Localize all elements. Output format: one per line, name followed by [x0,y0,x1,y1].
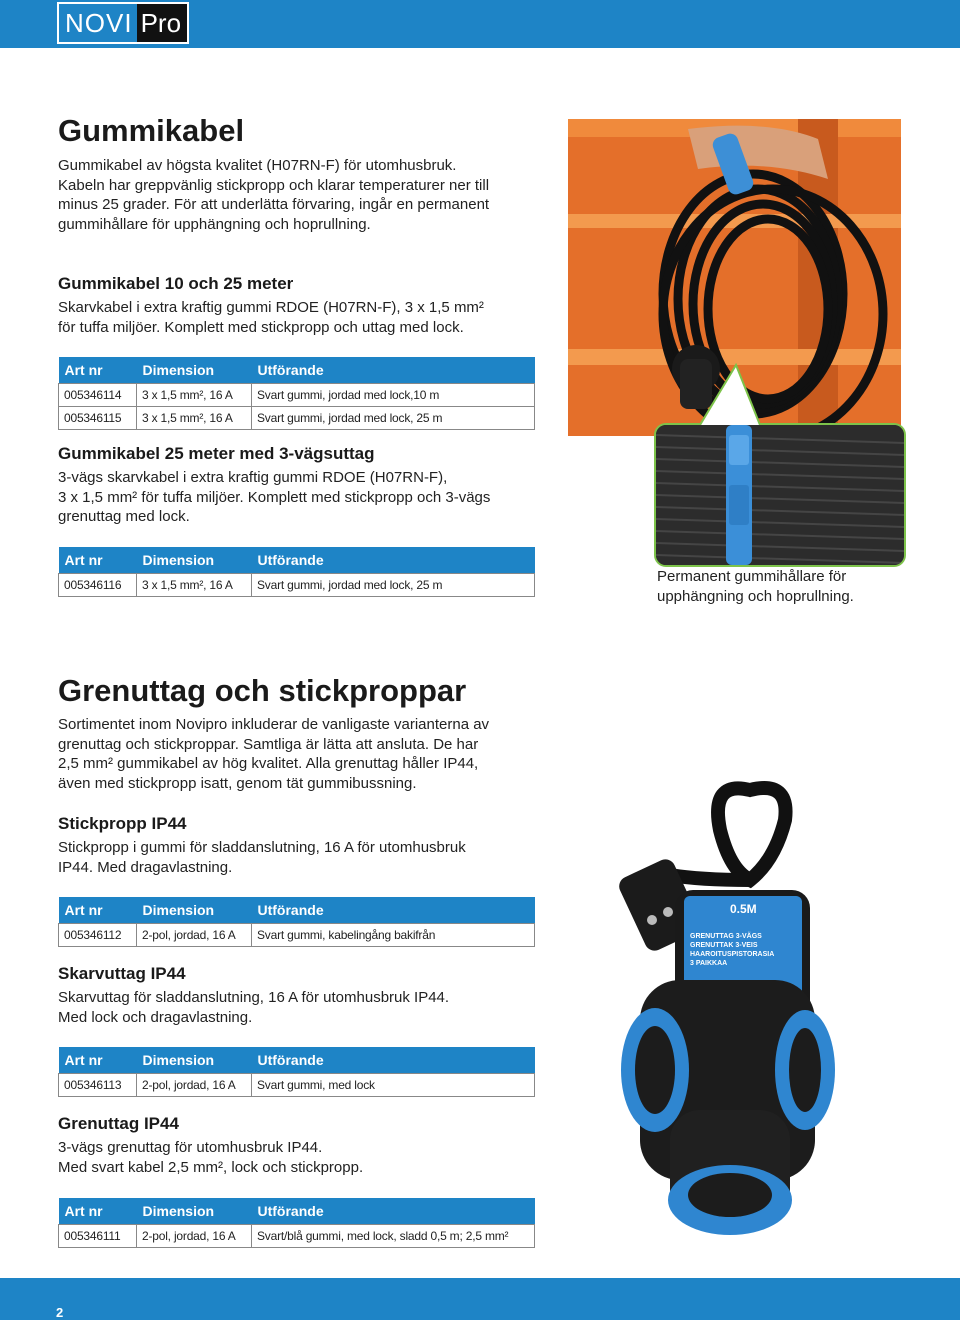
footer-bar [0,1278,960,1320]
stick-line: IP44. Med dragavlastning. [58,858,233,876]
table-header-row [59,357,535,384]
cell-dim: 3 x 1,5 mm², 16 A [137,384,252,407]
logo-pro: Pro [137,4,187,42]
gren-text [58,1138,558,1177]
sub2-line: grenuttag med lock. [58,508,190,526]
cell-art: 005346113 [59,1074,137,1097]
table-row [59,574,535,597]
sub1-title: Gummikabel 10 och 25 meter [58,274,294,293]
col-dim: Dimension [137,1047,252,1074]
col-utf: Utförande [252,1198,535,1225]
table-header-row [59,897,535,924]
table-header-row [59,1047,535,1074]
spec-table-3 [58,897,535,947]
label-title3: HAAROITUSPISTORASIA [690,951,775,958]
gren-line: Med svart kabel 2,5 mm², lock och stickpropp. [58,1158,364,1176]
intro-line: även med stickpropp isatt, genom tät gummibussning. [58,774,417,792]
stick-title: Stickpropp IP44 [58,814,187,833]
table-header-row [59,1198,535,1225]
table-row [59,924,535,947]
spec-table-1 [58,357,535,430]
stick-text [58,838,558,877]
col-art: Art nr [59,897,137,924]
cable-holder-illustration [656,425,904,565]
col-art: Art nr [59,547,137,574]
label-length: 0.5M [730,902,757,916]
table-row [59,407,535,430]
cell-utf: Svart gummi, med lock [252,1074,535,1097]
page-number: 2 [56,1305,64,1320]
cell-art: 005346112 [59,924,137,947]
sub1-text [58,298,558,337]
col-utf: Utförande [252,897,535,924]
section1-title: Gummikabel [58,113,245,148]
intro-line: gummihållare för upphängning och hoprullning. [58,215,371,233]
intro-line: 2,5 mm² gummikabel av hög kvalitet. Alla grenuttag håller IP44, [58,755,479,773]
col-art: Art nr [59,357,137,384]
cell-art: 005346116 [59,574,137,597]
table-row [59,1225,535,1248]
cell-art: 005346114 [59,384,137,407]
sub1-line: för tuffa miljöer. Komplett med stickpropp och uttag med lock. [58,318,464,336]
sub2-line: 3-vägs skarvkabel i extra kraftig gummi RDOE (H07RN-F), [58,469,448,486]
spec-table-2 [58,547,535,597]
sub1-line: Skarvkabel i extra kraftig gummi RDOE (H07RN-F), 3 x 1,5 mm² [58,299,484,316]
intro-line: Sortimentet inom Novipro inkluderar de vanligaste varianterna av [58,716,490,733]
cell-utf: Svart/blå gummi, med lock, sladd 0,5 m; 2,5 mm² [252,1225,535,1248]
caption-line: Permanent gummihållare för [657,568,847,585]
col-dim: Dimension [137,897,252,924]
cable-holder-photo [654,423,906,567]
label-title2: GRENUTTAK 3-VEIS [690,942,758,949]
header-bar [0,0,960,48]
section2-intro [58,715,558,793]
section2-title: Grenuttag och stickproppar [58,673,467,708]
grenuttag-illustration [600,780,840,1240]
col-utf: Utförande [252,357,535,384]
caption-line: upphängning och hoprullning. [657,588,854,605]
logo-novi: NOVI [65,8,133,38]
section1-intro [58,156,558,234]
col-utf: Utförande [252,1047,535,1074]
col-art: Art nr [59,1198,137,1225]
cell-dim: 3 x 1,5 mm², 16 A [137,574,252,597]
intro-line: Kabeln har greppvänlig stickpropp och klarar temperaturer ner till [58,176,490,194]
skarv-title: Skarvuttag IP44 [58,964,186,983]
cell-utf: Svart gummi, kabelingång bakifrån [252,924,535,947]
table-row [59,1074,535,1097]
skarv-text [58,988,558,1027]
cell-dim: 2-pol, jordad, 16 A [137,924,252,947]
cell-dim: 2-pol, jordad, 16 A [137,1225,252,1248]
spec-table-4 [58,1047,535,1097]
stick-line: Stickpropp i gummi för sladdanslutning, 16 A för utomhusbruk [58,839,466,856]
intro-line: minus 25 grader. För att underlätta förvaring, ingår en permanent [58,196,490,214]
intro-line: grenuttag och stickproppar. Samtliga är lätta att ansluta. De har [58,735,479,753]
cell-utf: Svart gummi, jordad med lock,10 m [252,384,535,407]
table-header-row [59,547,535,574]
callout-pointer [700,363,780,425]
cell-dim: 2-pol, jordad, 16 A [137,1074,252,1097]
col-dim: Dimension [137,547,252,574]
photo-caption [657,567,854,607]
grenuttag-product-photo [600,780,840,1240]
col-art: Art nr [59,1047,137,1074]
gren-title: Grenuttag IP44 [58,1114,179,1133]
sub2-text [58,468,558,527]
skarv-line: Med lock och dragavlastning. [58,1008,253,1026]
cell-art: 005346111 [59,1225,137,1248]
table-row [59,384,535,407]
col-dim: Dimension [137,1198,252,1225]
spec-table-5 [58,1198,535,1248]
novipro-logo [57,2,189,44]
cell-art: 005346115 [59,407,137,430]
col-utf: Utförande [252,547,535,574]
gren-line: 3-vägs grenuttag för utomhusbruk IP44. [58,1139,323,1156]
skarv-line: Skarvuttag för sladdanslutning, 16 A för utomhusbruk IP44. [58,989,450,1006]
sub2-title: Gummikabel 25 meter med 3-vägsuttag [58,444,375,463]
cell-utf: Svart gummi, jordad med lock, 25 m [252,574,535,597]
cell-utf: Svart gummi, jordad med lock, 25 m [252,407,535,430]
label-title1: GRENUTTAG 3-VÄGS [690,933,762,940]
label-title4: 3 PAIKKAA [690,960,728,967]
intro-line: Gummikabel av högsta kvalitet (H07RN-F) för utomhusbruk. [58,157,457,174]
sub2-line: 3 x 1,5 mm² för tuffa miljöer. Komplett med stickpropp och 3-vägs [58,488,491,506]
col-dim: Dimension [137,357,252,384]
cell-dim: 3 x 1,5 mm², 16 A [137,407,252,430]
